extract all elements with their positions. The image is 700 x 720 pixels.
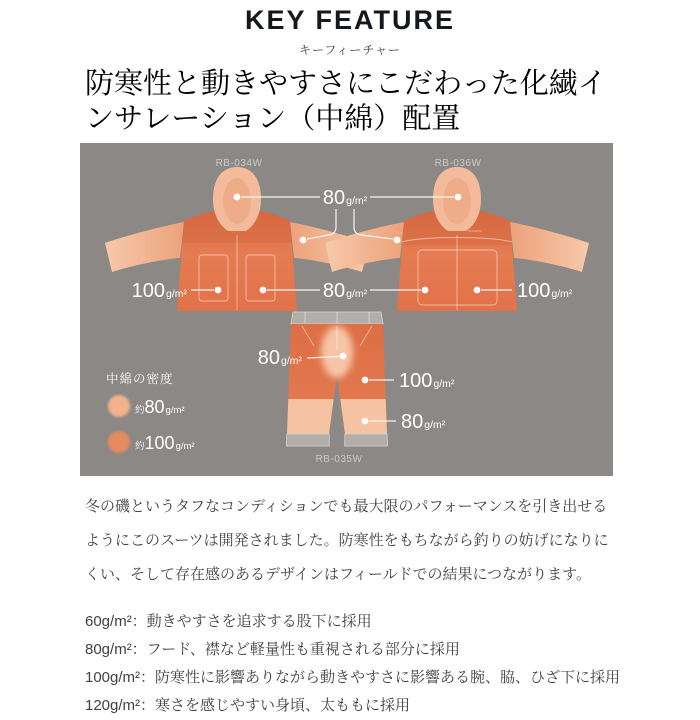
density-callout-center-bottom: 80g/m² [322, 279, 368, 302]
section-subtitle-ja: キーフィーチャー [298, 43, 402, 57]
feature-heading: 防寒性と動きやすさにこだわった化繊インサレーション（中綿）配置 [85, 68, 607, 136]
insulation-diagram-panel [80, 143, 613, 476]
density-callout-pants-crotch: 80g/m² [257, 346, 302, 369]
spec-item-120: 120g/m²：寒さを感じやすい身頃、太ももに採用 [85, 696, 411, 714]
density-spec-list [85, 608, 622, 720]
spec-item-60: 60g/m²：動きやすさを追求する股下に採用 [85, 612, 372, 630]
model-code-pants: RB-035W [315, 453, 363, 465]
spec-item-100: 100g/m²：防寒性に影響ありながら動きやすさに影響ある腕、脇、ひざ下に採用 [85, 668, 621, 686]
model-code-jacket-back: RB-036W [434, 157, 482, 169]
feature-description: 冬の磯というタフなコンディションでも最大限のパフォーマンスを引き出せるようにこのスーツは開発されました。防寒性をもちながら釣りの妨げになりにくい、そして存在感のあるデザインはフィールドでの結果につながります。 [85, 497, 609, 583]
legend-title: 中綿の密度 [106, 371, 174, 386]
density-callout-right-body: 100g/m² [517, 279, 573, 302]
density-callout-pants-shin: 80g/m² [401, 410, 446, 433]
legend-swatch-100-icon [108, 431, 130, 453]
pants-illustration [286, 312, 387, 446]
legend-label-100: 約100g/m² [135, 432, 195, 453]
legend-label-80: 約80g/m² [135, 396, 185, 417]
density-callout-pants-thigh: 100g/m² [399, 369, 455, 392]
section-title: KEY FEATURE [244, 5, 456, 35]
density-legend [106, 371, 195, 453]
density-callout-hood: 80g/m² [322, 186, 368, 209]
model-code-jacket-front: RB-034W [215, 157, 263, 169]
density-callout-left-body: 100g/m² [131, 279, 187, 302]
legend-swatch-80-icon [108, 395, 130, 417]
insulation-diagram [80, 143, 613, 476]
spec-item-80: 80g/m²：フード、襟など軽量性も重視される部分に採用 [85, 640, 460, 658]
